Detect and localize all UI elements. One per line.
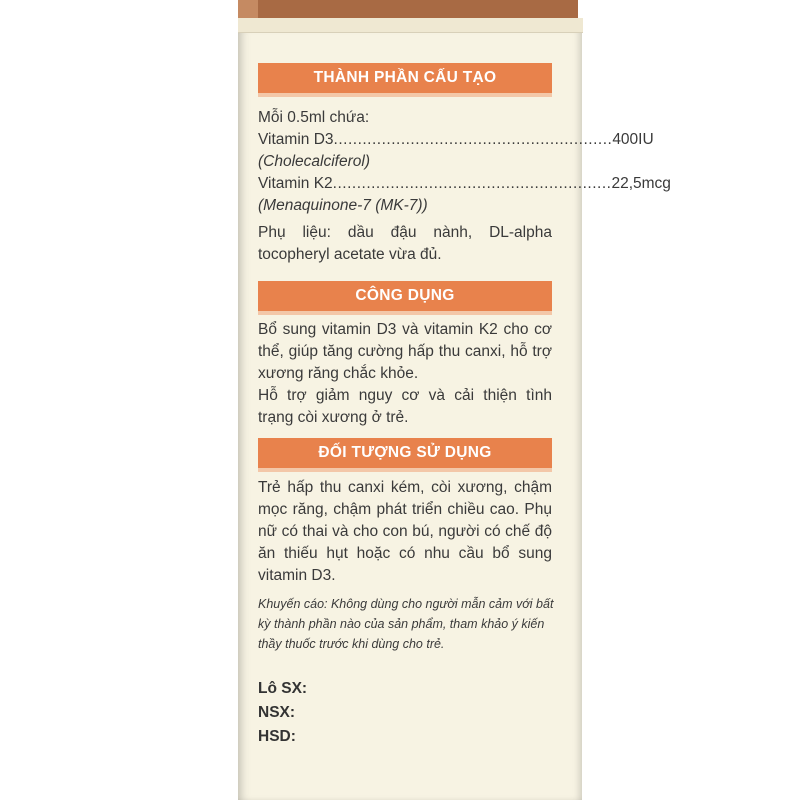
lot-exp-label: HSD: bbox=[258, 728, 296, 745]
users-title: ĐỐI TƯỢNG SỬ DỤNG bbox=[318, 444, 492, 461]
ingredient-value: 400IU bbox=[612, 131, 654, 148]
composition-title: THÀNH PHẦN CẤU TẠO bbox=[313, 69, 497, 86]
ingredient-name: Vitamin D3 bbox=[258, 131, 334, 148]
warning-text: Khuyến cáo: Không dùng cho người mẫn cảm với bất kỳ thành phần nào của sản phẩm, tham khảo ý kiến thầy thuốc trước khi dùng cho trẻ. bbox=[258, 597, 554, 651]
uses-paragraph-1: Bổ sung vitamin D3 và vitamin K2 cho cơ thể, giúp tăng cường hấp thu canxi, hỗ trợ xương răng chắc khỏe. bbox=[258, 321, 552, 382]
box-lid-edge bbox=[238, 18, 583, 33]
ingredient-name: Vitamin K2 bbox=[258, 175, 333, 192]
ingredient-row-d3 bbox=[258, 129, 654, 151]
lot-batch-label: Lô SX: bbox=[258, 680, 308, 697]
ingredient-row-k2 bbox=[258, 173, 671, 195]
users-text: Trẻ hấp thu canxi kém, còi xương, chậm mọc răng, chậm phát triển chiều cao. Phụ nữ có thai và cho con bú, người có chế độ ăn thiếu hụt hoặc có nhu cầu bổ sung vitamin D3. bbox=[258, 479, 552, 584]
lot-mfg-label: NSX: bbox=[258, 704, 296, 721]
users-banner bbox=[258, 438, 552, 468]
uses-title: CÔNG DỤNG bbox=[355, 287, 455, 304]
ingredient-sub-k2: (Menaquinone-7 (MK-7)) bbox=[258, 197, 428, 214]
ingredient-dots: .......................................................... bbox=[333, 131, 613, 148]
excipients-text: Phụ liệu: dầu đậu nành, DL-alpha tocopheryl acetate vừa đủ. bbox=[258, 224, 552, 263]
uses-banner bbox=[258, 281, 552, 311]
ingredient-sub-d3: (Cholecalciferol) bbox=[258, 153, 370, 170]
ingredient-dots: .......................................................... bbox=[332, 175, 612, 192]
uses-paragraph-2: Hỗ trợ giảm nguy cơ và cải thiện tình trạng còi xương ở trẻ. bbox=[258, 387, 552, 426]
ingredient-value: 22,5mcg bbox=[611, 175, 671, 192]
composition-intro: Mỗi 0.5ml chứa: bbox=[258, 109, 370, 126]
composition-banner bbox=[258, 63, 552, 93]
